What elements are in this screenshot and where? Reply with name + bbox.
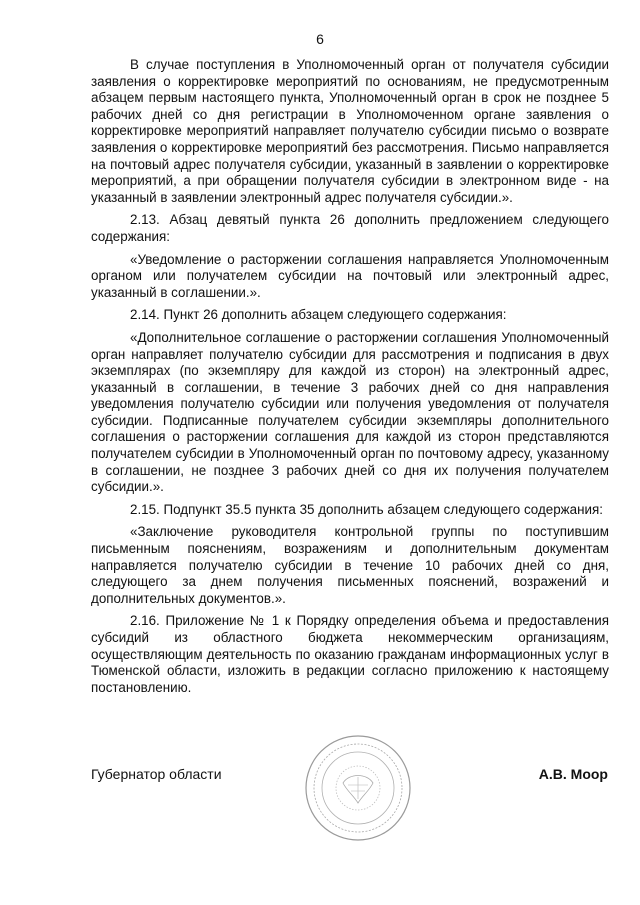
page-number: 6 — [316, 31, 324, 47]
document-body — [91, 57, 609, 702]
signatory-name: А.В. Моор — [538, 766, 608, 782]
paragraph: «Дополнительное соглашение о расторжении соглашения Уполномоченный орган направляет получателю субсидии для рассмотрения и подписания в двух экземплярах (по экземпляру для каждой из сторон) на электронный адрес, указанный в соглашении, в течение 3 рабочих дней со дня направления уведомления получателю субсидии или получения уведомления от получателя субсидии. Подписанные получателем субсидии экземпляры дополнительного соглашения о расторжении соглашения для каждой из сторон представляются получателем субсидии в Уполномоченный орган по почтовому адресу, указанному в соглашении, не позднее 3 рабочих дней со дня их получения получателем субсидии.». — [91, 329, 609, 495]
paragraph: 2.14. Пункт 26 дополнить абзацем следующего содержания: — [130, 307, 507, 323]
paragraph: В случае поступления в Уполномоченный орган от получателя субсидии заявления о корректировке мероприятий по основаниям, не предусмотренным абзацем первым настоящего пункта, Уполномоченный орган в срок не позднее 5 рабочих дней со дня регистрации в Уполномоченном органе заявления о корректировке мероприятий направляет получателю субсидии письмо о возврате заявления о корректировке мероприятий без рассмотрения. Письмо направляется на почтовый адрес получателя субсидии, указанный в заявлении о корректировке мероприятий, а при обращении получателя субсидии в электронном виде - на указанный в заявлении электронный адрес получателя субсидии.». — [91, 57, 609, 205]
paragraph: 2.16. Приложение № 1 к Порядку определения объема и предоставления субсидий из областного бюджета некоммерческим организациям, осуществляющим деятельность по оказанию гражданам информационных услуг в Тюменской области, изложить в редакции согласно приложению к настоящему постановлению. — [91, 613, 609, 695]
paragraph: 2.15. Подпункт 35.5 пункта 35 дополнить абзацем следующего содержания: — [130, 501, 603, 517]
paragraph: «Уведомление о расторжении соглашения направляется Уполномоченным органом или получателем субсидии на почтовый или электронный адрес, указанный в соглашении.». — [91, 251, 609, 300]
seal-stamp-icon — [303, 733, 413, 843]
paragraph: «Заключение руководителя контрольной группы по поступившим письменным пояснениям, возражениям и дополнительным документам направляется получателю субсидии в течение 10 рабочих дней со дня, следующего за днем получения письменных пояснений, возражений и дополнительных документов.». — [91, 524, 609, 606]
signatory-position: Губернатор области — [91, 766, 222, 782]
paragraph: 2.13. Абзац девятый пункта 26 дополнить предложением следующего содержания: — [91, 212, 609, 244]
